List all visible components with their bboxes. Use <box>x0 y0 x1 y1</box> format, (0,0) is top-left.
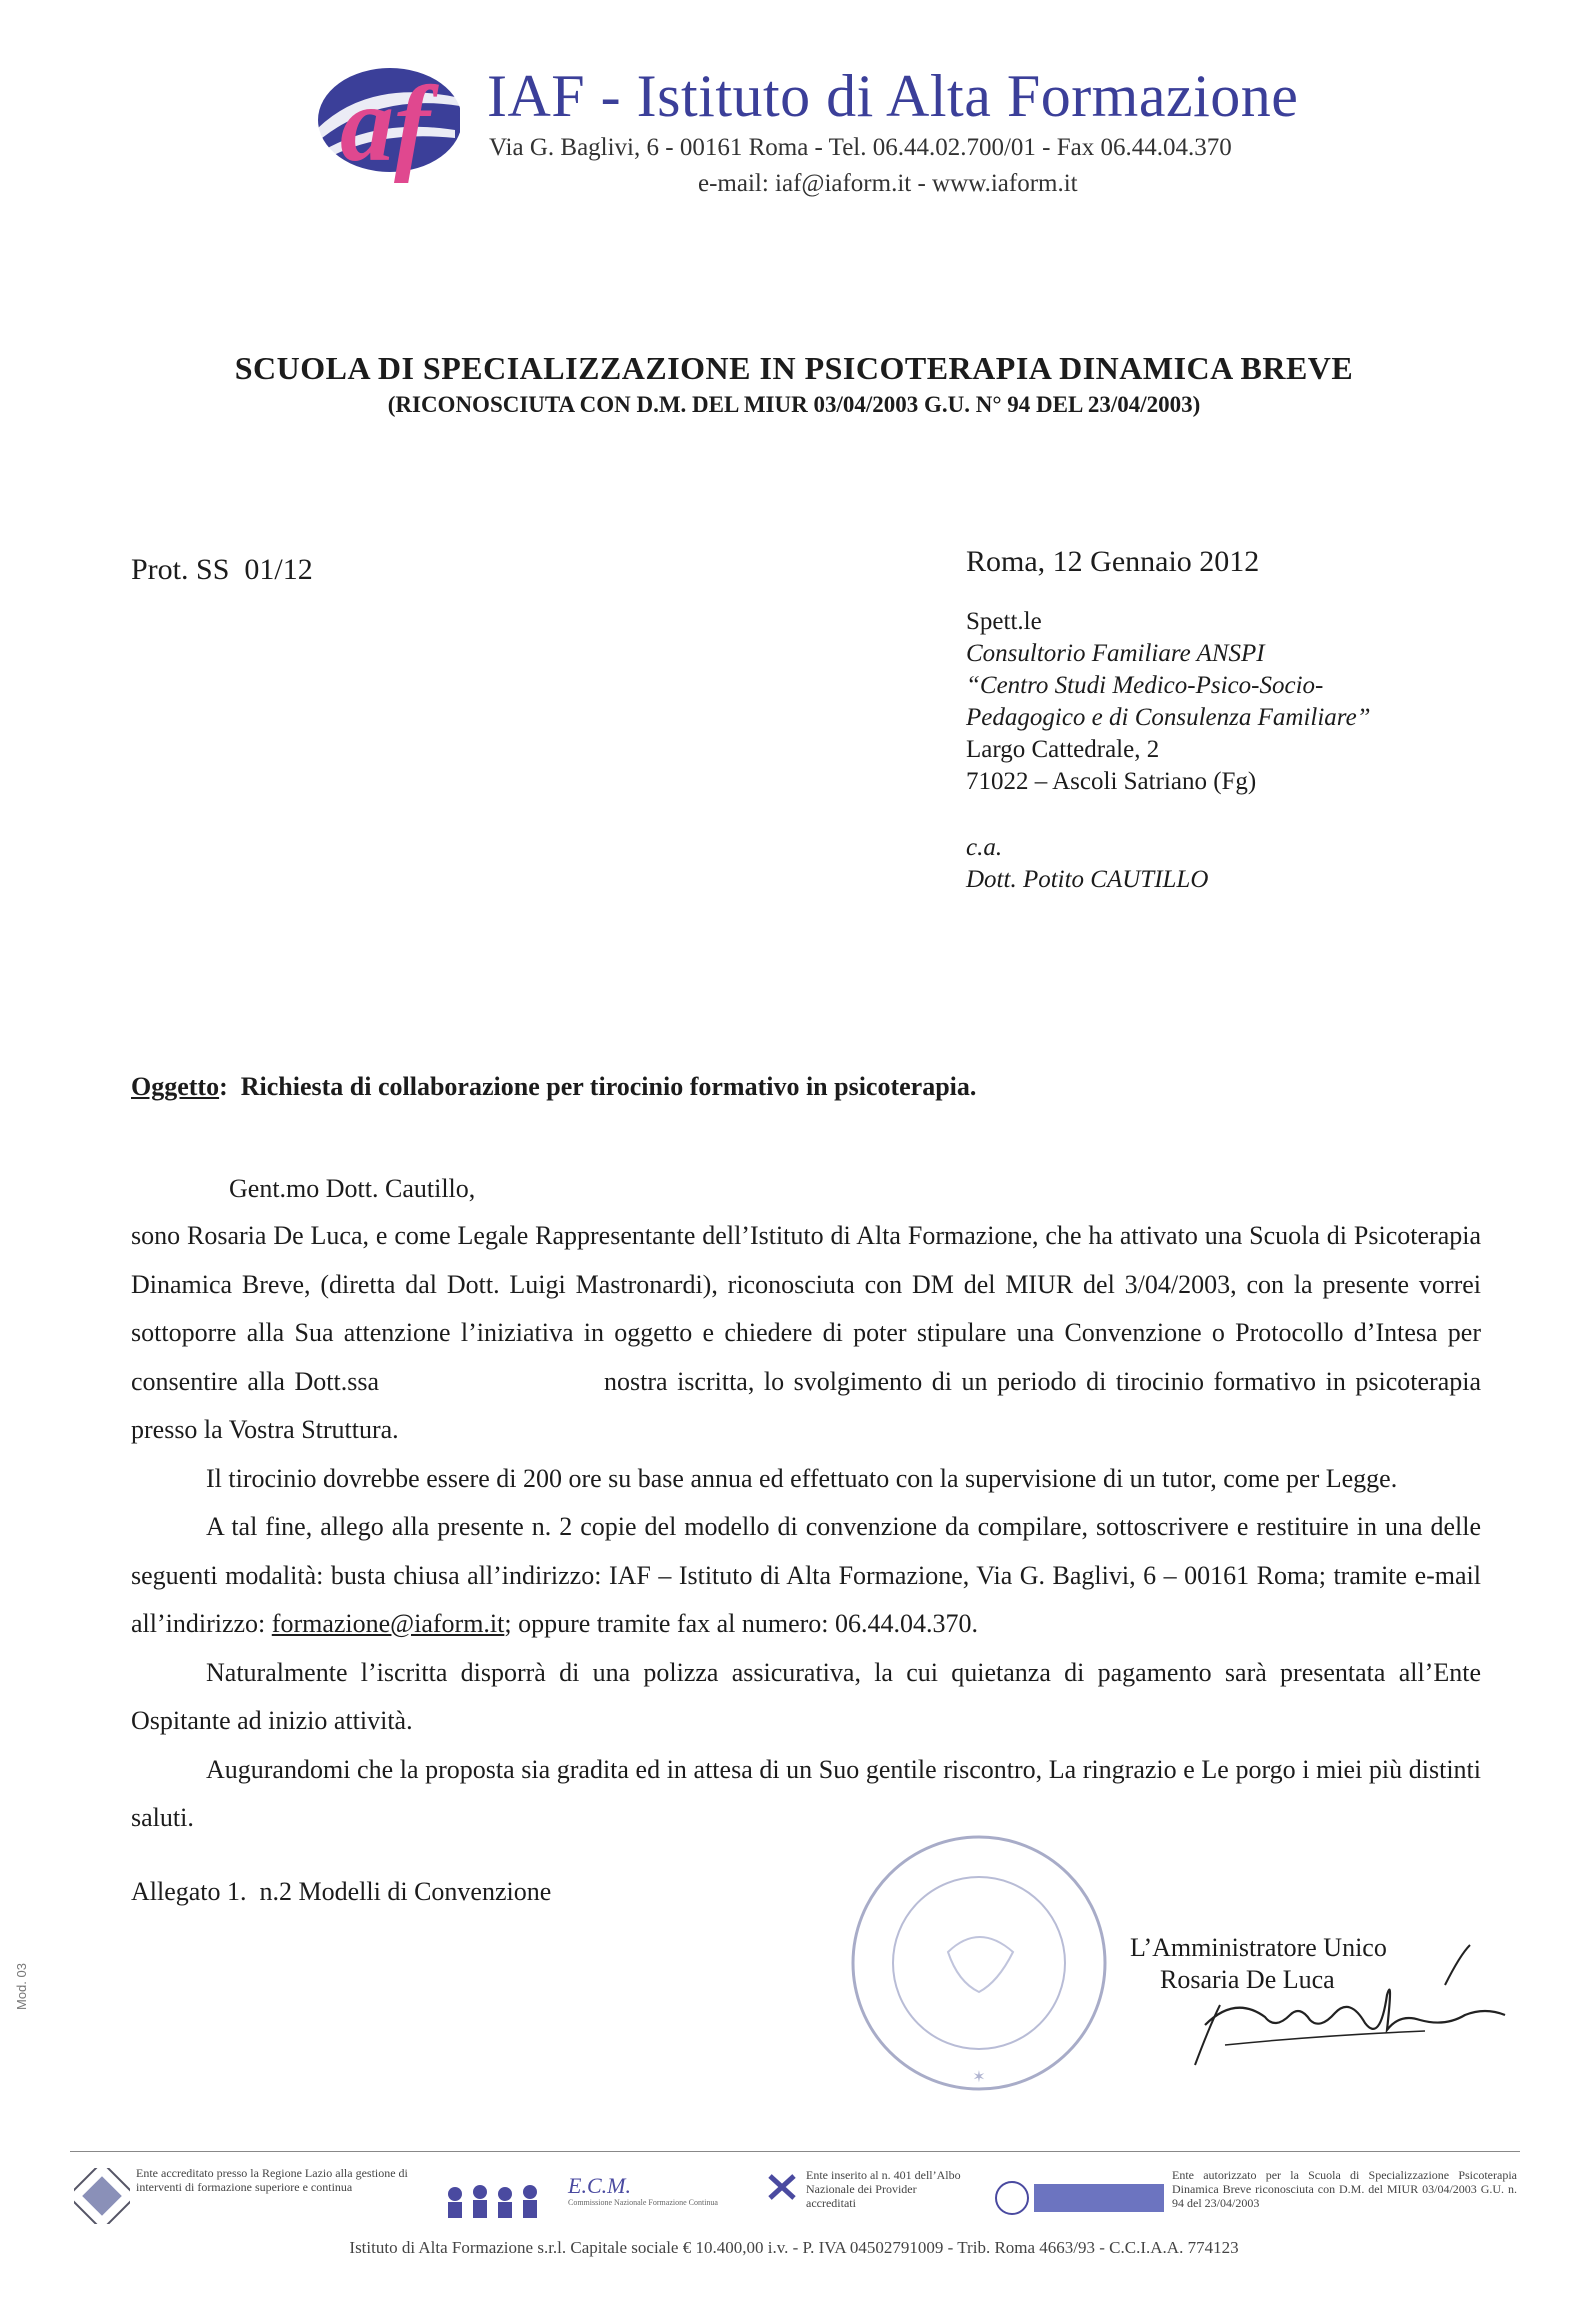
letter-body <box>131 1212 1481 1843</box>
greeting: Gent.mo Dott. Cautillo, <box>229 1174 476 1203</box>
footer-provider-albo: Ente inserito al n. 401 dell’Albo Nazionale dei Provider accreditati <box>806 2168 961 2210</box>
email-link[interactable]: formazione@iaform.it <box>271 1609 505 1638</box>
school-recognition: (RICONOSCIUTA CON D.M. DEL MIUR 03/04/2003 G.U. N° 94 DEL 23/04/2003) <box>387 392 1201 417</box>
paragraph-2: Il tirocinio dovrebbe essere di 200 ore su base annua ed effettuato con la supervisione di un tutor, come per Legge. <box>206 1463 1398 1493</box>
handwritten-signature <box>1125 1935 1515 2085</box>
official-stamp <box>848 1832 1110 2094</box>
paragraph-3-part-a: A tal fine, allego alla presente n. 2 copie del modello di convenzione da compilare, sottoscrivere e restituire in una delle seguenti modalità: busta chiusa all’indirizzo: IAF – Istituto di Alta Formazione, Via G. Baglivi, 6 – 00161 Roma; tramite e-mail all’indirizzo: <box>131 1512 1481 1638</box>
subject-text: Richiesta di collaborazione per tirocinio formativo in psicoterapia. <box>240 1072 977 1101</box>
recipient-org-line: Pedagogico e di Consulenza Familiare” <box>966 704 1371 731</box>
attention-block <box>966 832 1208 896</box>
organization-name: IAF - Istituto di Alta Formazione <box>487 63 1299 129</box>
paragraph-1-part-b: nostra iscritta, lo svolgimento di un periodo di tirocinio formativo in psicoterapia presso la Vostra Struttura. <box>131 1366 1481 1444</box>
ecm-title: E.C.M. <box>568 2173 631 2198</box>
recipient-city: 71022 – Ascoli Satriano (Fg) <box>966 768 1257 795</box>
footer-miur-authorization: Ente autorizzato per la Scuola di Specializzazione Psicoterapia Dinamica Breve riconosciuta con D.M. del MIUR 03/04/2003 G.U. n. 94 del 23/04/2003 <box>1172 2168 1517 2210</box>
logo-lettering: af <box>340 65 430 183</box>
footer-divider <box>70 2151 1520 2152</box>
subject-line <box>131 1072 976 1102</box>
svg-text:✶: ✶ <box>972 2069 986 2086</box>
recipient-org-line: Consultorio Familiare ANSPI <box>966 640 1265 667</box>
ministry-university-banner-icon <box>990 2176 1170 2220</box>
paragraph-3 <box>131 1503 1481 1649</box>
ecm-people-icon <box>440 2180 560 2220</box>
attachment-note: Allegato 1. n.2 Modelli di Convenzione <box>131 1877 552 1906</box>
attention-label: c.a. <box>966 834 1003 861</box>
recipient-salutation: Spett.le <box>966 608 1042 635</box>
paragraph-5: Augurandomi che la proposta sia gradita ed in attesa di un Suo gentile riscontro, La ringrazio e Le porgo i miei più distinti saluti. <box>131 1754 1481 1832</box>
regione-lazio-emblem-icon <box>74 2168 130 2224</box>
subject-label: Oggetto <box>131 1072 220 1101</box>
signatory-role: L’Amministratore Unico <box>1130 1933 1387 1962</box>
letter-date: Roma, 12 Gennaio 2012 <box>966 545 1260 578</box>
form-code-side-mark: Mod. 03 <box>14 1963 29 2010</box>
signatory-name: Rosaria De Luca <box>1160 1965 1335 1994</box>
provider-x-icon <box>762 2172 802 2202</box>
organization-email: e-mail: iaf@iaform.it - www.iaform.it <box>698 170 1078 197</box>
iaf-logo <box>310 58 460 183</box>
footer-company-details: Istituto di Alta Formazione s.r.l. Capitale sociale € 10.400,00 i.v. - P. IVA 04502791009 - Trib. Roma 4663/93 - C.C.I.A.A. 774123 <box>349 2238 1239 2257</box>
paragraph-3-part-b: ; oppure tramite fax al numero: 06.44.04.370. <box>504 1609 979 1638</box>
recipient-org-line: “Centro Studi Medico-Psico-Socio- <box>966 672 1324 699</box>
footer-regione-accreditation: Ente accreditato presso la Regione Lazio alla gestione di interventi di formazione superiore e continua <box>136 2166 408 2194</box>
organization-address: Via G. Baglivi, 6 - 00161 Roma - Tel. 06.44.02.700/01 - Fax 06.44.04.370 <box>489 134 1232 161</box>
recipient-block <box>966 606 1371 798</box>
ecm-subtitle: Commissione Nazionale Formazione Continua <box>568 2198 718 2207</box>
paragraph-1-part-a: sono Rosaria De Luca, e come Legale Rappresentante dell’Istituto di Alta Formazione, che ha attivato una Scuola di Psicoterapia Dinamica Breve, (diretta dal Dott. Luigi Mastronardi), riconosciuta con DM del MIUR del 3/04/2003, con la presente vorrei sottoporre alla Sua attenzione l’iniziativa in oggetto e chiedere di poter stipulare una Convenzione o Protocollo d’Intesa per consentire alla Dott.ssa <box>131 1221 1481 1396</box>
recipient-street: Largo Cattedrale, 2 <box>966 736 1160 763</box>
school-title: SCUOLA DI SPECIALIZZAZIONE IN PSICOTERAPIA DINAMICA BREVE <box>234 350 1354 386</box>
paragraph-4: Naturalmente l’iscritta disporrà di una polizza assicurativa, la cui quietanza di pagamento sarà presentata all’Ente Ospitante ad inizio attività. <box>131 1657 1481 1735</box>
paragraph-1 <box>131 1212 1481 1455</box>
attention-name: Dott. Potito CAUTILLO <box>966 866 1209 893</box>
subject-separator: : <box>219 1072 228 1101</box>
protocol-number: Prot. SS 01/12 <box>131 553 313 586</box>
